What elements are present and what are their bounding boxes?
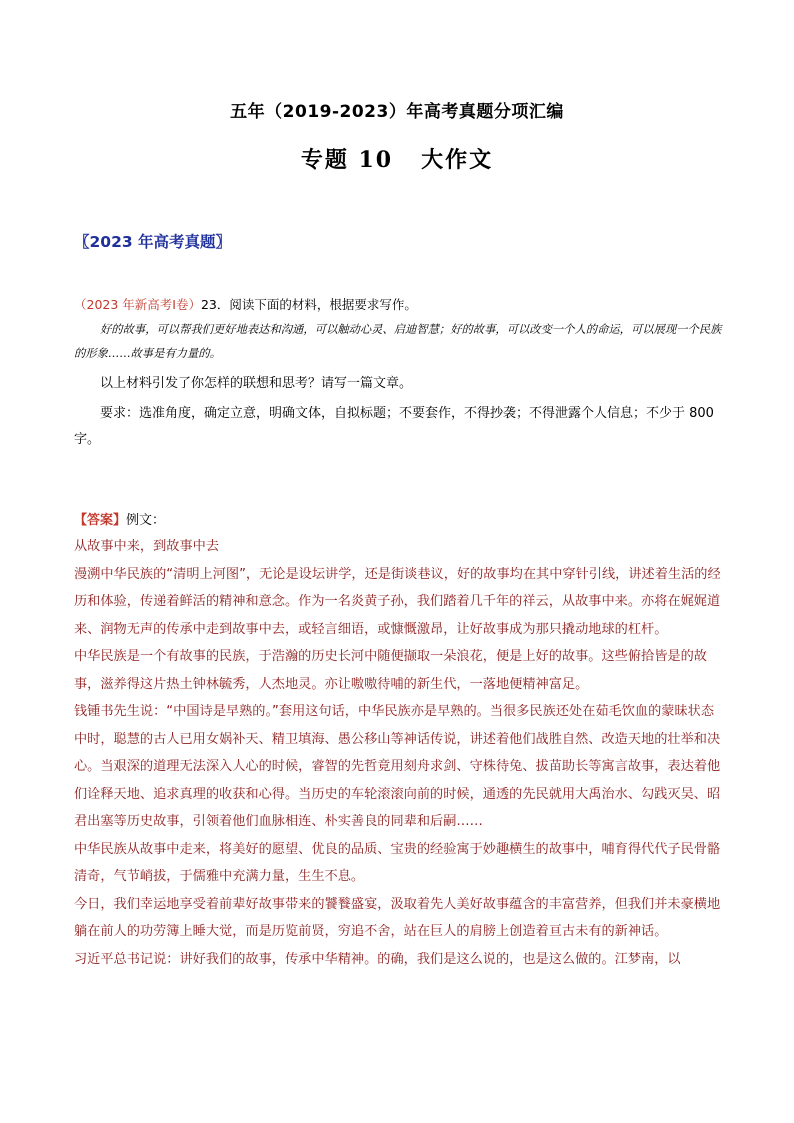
writing-requirement: 要求：选准角度，确定立意，明确文体，自拟标题；不要套作，不得抄袭；不得泄露个人信息；不少于 800 字。 (74, 406, 714, 447)
essay-title: 从故事中来，到故事中去 (74, 539, 220, 554)
essay-paragraph: 习近平总书记说：讲好我们的故事，传承中华精神。的确，我们是这么说的，也是这么做的。江梦南，以 (74, 951, 681, 967)
question-instruction: 阅读下面的材料，根据要求写作。 (229, 297, 417, 312)
essay-paragraph: 中华民族是一个有故事的民族，于浩瀚的历史长河中随便撷取一朵浪花，便是上好的故事。这些俯拾皆是的故事，滋养得这片热土钟林毓秀，人杰地灵。亦让嗷嗷待哺的新生代，一落地便精神富足。 (74, 649, 707, 692)
essay-paragraph: 钱锺书先生说：“中国诗是早熟的。”套用这句话，中华民族亦是早熟的。当很多民族还处在茹毛饮血的蒙昧状态中时，聪慧的古人已用女娲补天、精卫填海、愚公移山等神话传说，讲述着他们战胜自然、改造天地的壮举和决心。当艰深的道理无法深入人心的时候，睿智的先哲竟用刻舟求剑、守株待兔、拔苗助长等寓言故事，表达着他们诠释天地、追求真理的收获和心得。当历史的车轮滚滚向前的时候，通透的先民就用大禹治水、勾践灭吴、昭君出塞等历史故事，引领着他们血脉相连、朴实善良的同辈和后嗣…… (74, 704, 721, 829)
question-source: （2023 年新高考Ⅰ卷） (74, 297, 201, 312)
answer-tag: 【答案】 (74, 513, 127, 528)
answer-suffix: 例文： (126, 513, 166, 528)
section-heading: 〖2023 年高考真题〗 (74, 233, 232, 251)
material-text: 好的故事，可以帮我们更好地表达和沟通，可以触动心灵、启迪智慧；好的故事，可以改变一个人的命运，可以展现一个民族的形象……故事是有力量的。 (74, 323, 722, 360)
question-line (74, 294, 724, 316)
essay-paragraph: 今日，我们幸运地享受着前辈好故事带来的饕餮盛宴，汲取着先人美好故事蕴含的丰富营养，但我们并未豪横地躺在前人的功劳簿上睡大觉，而是历览前贤，穷追不舍，站在巨人的肩膀上创造着亘古未有的新神话。 (74, 896, 721, 939)
question-number: 23． (200, 297, 230, 312)
writing-prompt: 以上材料引发了你怎样的联想和思考？请写一篇文章。 (100, 376, 413, 391)
essay-paragraph: 漫溯中华民族的“清明上河图”，无论是设坛讲学，还是街谈巷议，好的故事均在其中穿针引线，讲述着生活的经历和体验，传递着鲜活的精神和意念。作为一名炎黄子孙，我们踏着几千年的祥云，从故事中来。亦将在娓娓道来、润物无声的传承中走到故事中去，或轻言细语，或慷慨激昂，让好故事成为那只撬动地球的杠杆。 (74, 566, 721, 637)
topic-name: 大作文 (421, 147, 494, 173)
topic-prefix: 专题 10 (300, 147, 394, 173)
answer-label (74, 509, 165, 528)
page-title: 五年（2019-2023）年高考真题分项汇编 (230, 102, 564, 122)
topic-title (0, 143, 794, 174)
essay-body (74, 533, 724, 973)
essay-paragraph: 中华民族从故事中走来，将美好的愿望、优良的品质、宝贵的经验寓于妙趣横生的故事中，哺育得代代子民骨骼清奇，气节峭拔，于儒雅中充满力量，生生不息。 (74, 841, 721, 884)
